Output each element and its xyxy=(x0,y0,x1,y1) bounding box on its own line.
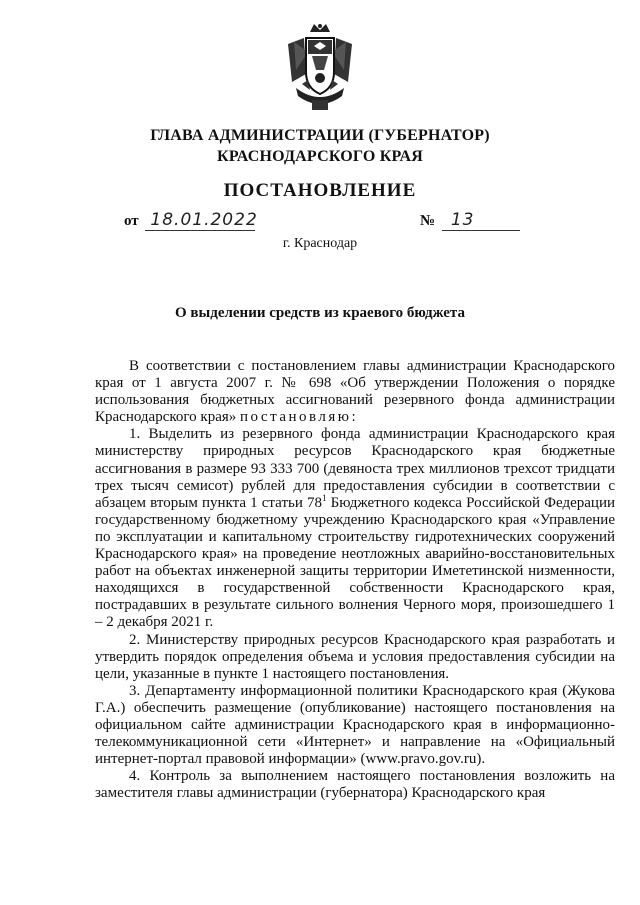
number-field xyxy=(420,210,474,230)
document-body xyxy=(95,358,615,802)
paragraph-3: 3. Департаменту информационной политики Краснодарского края (Жукова Г.А.) обеспечить размещение (опубликование) настоящего постановления на официальном сайте администрации Краснодарского края в информационно-телекоммуникационной сети «Интернет» и направление на «Официальный интернет-портал правовой информации» (www.pravo.gov.ru). xyxy=(95,682,615,768)
preamble-paragraph xyxy=(95,358,615,426)
number-value: 13 xyxy=(450,210,475,230)
paragraph-1-text-a: 1. Выделить из резервного фонда администрации Краснодарского края министерству природных ресурсов Краснодарского края бюджетные ассигнования в размере 93 333 700 (девяноста трех миллионов трехсот тридцати трех тысяч семисот) рублей для предоставления субсидии в соответствии с абзацем вторым пункта 1 статьи 78 xyxy=(95,426,615,511)
paragraph-1-text-b: Бюджетного кодекса Российской Федерации государственному бюджетному учреждению Краснодарского края «Управление по эксплуатации и капитальному строительству гидротехнических сооружений Краснодарского края» на проведение неотложных аварийно-восстановительных работ на объектах инженерной защиты территории Имететинской низменности, находящихся в государственной собственности Краснодарского края, пострадавших в результате сильного волнения Черного моря, произошедшего 1 – 2 декабря 2021 г. xyxy=(95,494,615,631)
date-field xyxy=(124,210,258,230)
paragraph-4: 4. Контроль за выполнением настоящего постановления возложить на заместителя главы администрации (губернатора) Краснодарского края xyxy=(95,768,615,802)
paragraph-1 xyxy=(95,426,615,631)
date-underline xyxy=(145,230,255,231)
coat-of-arms-emblem xyxy=(284,22,356,114)
authority-header-line1: ГЛАВА АДМИНИСТРАЦИИ (ГУБЕРНАТОР) xyxy=(150,127,490,144)
date-prefix: от xyxy=(124,213,139,229)
number-underline xyxy=(442,230,520,231)
city-line: г. Краснодар xyxy=(282,236,358,251)
document-type-title: ПОСТАНОВЛЕНИЕ xyxy=(223,180,417,201)
number-prefix: № xyxy=(420,213,436,229)
superscript-1: 1 xyxy=(322,492,327,503)
authority-header-line2: КРАСНОДАРСКОГО КРАЯ xyxy=(217,148,423,165)
date-value: 18.01.2022 xyxy=(150,210,258,230)
paragraph-2: 2. Министерству природных ресурсов Краснодарского края разработать и утвердить порядок определения объема и условия предоставления субсидии на цели, указанные в пункте 1 настоящего постановления. xyxy=(95,631,615,682)
document-subject: О выделении средств из краевого бюджета xyxy=(175,305,465,321)
preamble-text: В соответствии с постановлением главы администрации Краснодарского края от 1 августа 2007 г. № 698 «Об утверждении Положения о порядке использования бюджетных ассигнований резервного фонда администрации Краснодарского края» xyxy=(95,358,615,426)
resolution-keyword: постановляю: xyxy=(240,409,359,426)
